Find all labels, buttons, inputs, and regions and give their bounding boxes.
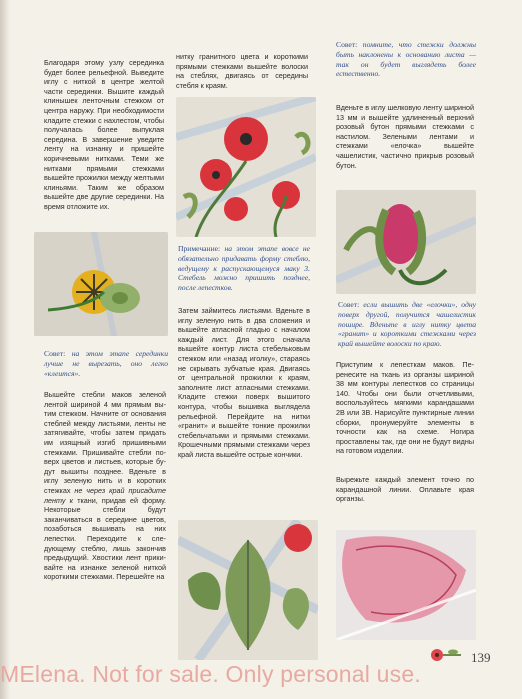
watermark: MElena. Not for sale. Only personal use.	[0, 661, 421, 687]
column-2-body-text	[178, 306, 310, 460]
caption-text: на этом этапе серединки лучше не вырезать, оно легко «клеится».	[44, 349, 168, 378]
photo-embroidered-leaves	[178, 520, 318, 660]
photo-poppies-embroidery	[176, 97, 316, 237]
caption-label: Совет:	[336, 40, 358, 49]
caption-text: если вышить две «елочки», одну поверх другой, получится чашелистик пошире. Вденьте в иглу нитку цвета «гранит» и короткими стежками через край вышейте волоски по краю.	[338, 300, 476, 349]
column-3-top-caption	[336, 40, 476, 79]
photo-organza-petals	[336, 530, 476, 640]
paragraph: Вденьте в иглу шелковую ленту шириной 13 мм и вышейте удлиненный верхний розовый бутон прямыми стежками с настилом. Зелеными лентами и стежками «елочка» вышейте чашелистик, частично прикрыв розовый бутон.	[336, 103, 474, 170]
page-binding-shadow	[0, 0, 10, 699]
photo-poppy-center	[34, 232, 168, 336]
paragraph-continued: ткани, придав ей форму. Некоторые стебли будут заканчиваться в середине цветов, позаботься вышивать на них лепестки. Переходите к следующему стеблю, лишь закончив предыдущий. Хвостики лент прикивайте на изнанке зеленой ниткой короткими стежками. Перешейте на	[44, 495, 167, 582]
column-1-top-text	[44, 58, 164, 212]
caption-label: Совет:	[44, 349, 66, 358]
page-number: 139	[471, 650, 491, 665]
caption-text: на этом этапе вовсе не обязательно придавать форму стеблю, ведущему к распускающемуся маку 3. Стебель можно пришить позднее, после лепестков.	[178, 244, 310, 293]
column-3-body-3	[336, 475, 474, 504]
column-1-caption	[44, 349, 168, 378]
column-3-body-2	[336, 360, 474, 456]
column-1-bottom-text	[44, 390, 166, 582]
caption-text: помните, что стежки должны быть наклонены к основанию листа — так он будет выглядеть более естественно.	[336, 40, 476, 79]
italic-phrase: не через край присадите ленту к	[44, 485, 166, 505]
column-2-top-text	[176, 52, 308, 90]
paragraph: Вышейте стебли маков зеленой лентой шириной 4 мм прямым вытим стежком. Начните от основания стеблей между листьями, ленты не затягивайте, чтобы затем придать им изящный изгиб пришивными стежками. Пришивайте стебли поверх цветов и листьев, которые будут вышиты позднее. Вденьте в иглу зеленую нить и в коротких стежках	[44, 390, 166, 495]
column-3-caption	[338, 300, 476, 349]
paragraph: Затем займитесь листьями. Вденьте в иглу зеленую нить в два сложения и вышейте атласной гладью с началом каждый лист. Для этого сначала вышейте контур листа стебельковым стежком или «назад иголку», стараясь не скрывать зубчатые края. Двигаясь от центральной прожилки к краям, заполните лист атласными стежками. Кладите стежки поверх вышитого контура, чтобы вышивка выглядела рельефной. Перейдите на нитки «гранит» и вышейте тонкие прожилки стебельчатыми и прямыми стежками. Крошечными прямыми стежками через край листа вышейте острые кончики.	[178, 306, 310, 459]
caption-label: Совет:	[338, 300, 360, 309]
column-3-body-1	[336, 103, 474, 170]
paragraph: Благодаря этому узлу серединка будет более рельефной. Выведите иглу с ниткой в центре желтой части серединки. Вышите каждый клинышек ленточным стежком от центра наружу. При необходимости кладите стежки с нахлестом, чтобы получалась более выпуклая середина. В завершение уведите ленту на изнанку и пришейте коричневыми нитками. Теми же нитками прямыми стежками вышейте прожилки между желтыми клиньями. Таким же образом вышейте две другие серединки. На время отложите их.	[44, 58, 164, 211]
caption-label: Примечание:	[178, 244, 221, 253]
paragraph: нитку гранитного цвета и короткими прямыми стежками вышейте волоски на стеблях, двигаясь от середины стебля к краям.	[176, 52, 308, 90]
column-2-caption	[178, 244, 310, 293]
photo-pink-bud	[336, 190, 476, 294]
paragraph: Приступим к лепесткам маков. Перенесите на ткань из органзы шириной 38 мм контуры лепестков со страницы 140. Чтобы они были отчетливыми, воспользуйтесь мягкими карандашами 2В или 3В. Нарисуйте пунктирные линии сборки, пронумеруйте элементы в точности как на схеме. Ногира проставлены так, где они не будут видны на готовом изделии.	[336, 360, 474, 456]
paragraph: Вырежьте каждый элемент точно по карандашной линии. Оплавьте края органзы.	[336, 475, 474, 504]
